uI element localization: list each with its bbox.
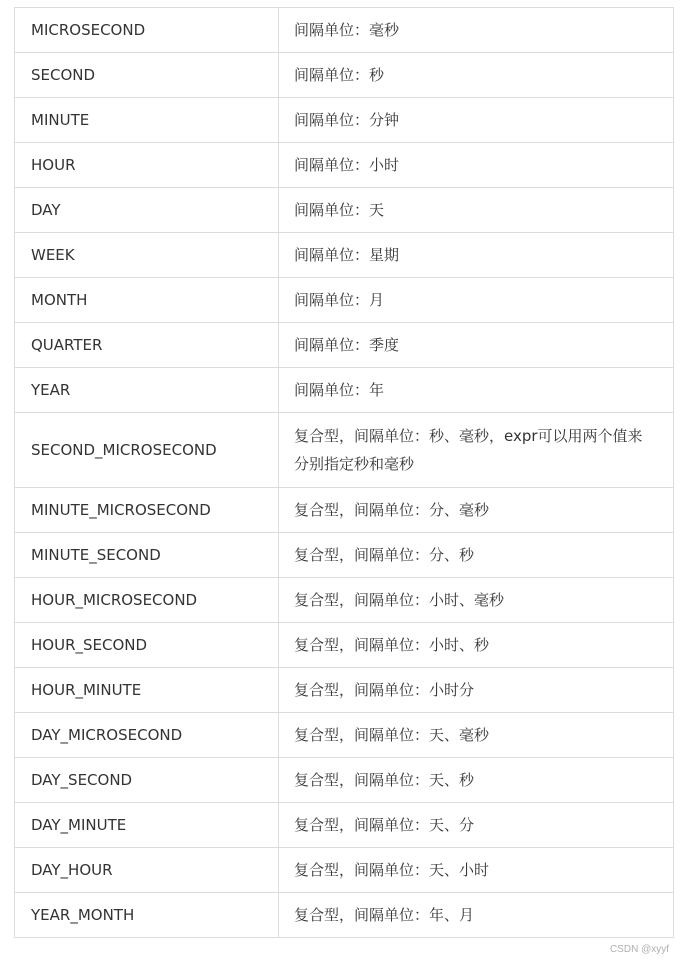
table-row (15, 668, 674, 713)
table-row (15, 848, 674, 893)
table-row (15, 533, 674, 578)
table-row (15, 53, 674, 98)
table-row (15, 803, 674, 848)
unit-cell: HOUR_SECOND (15, 623, 279, 668)
unit-cell: DAY_HOUR (15, 848, 279, 893)
table-row (15, 98, 674, 143)
table-row (15, 893, 674, 938)
table-row (15, 188, 674, 233)
unit-cell: MINUTE (15, 98, 279, 143)
table-row (15, 8, 674, 53)
description-cell: 复合型，间隔单位：小时、毫秒 (279, 578, 674, 623)
table-row (15, 758, 674, 803)
description-cell: 复合型，间隔单位：小时、秒 (279, 623, 674, 668)
description-cell: 间隔单位：毫秒 (279, 8, 674, 53)
unit-cell: DAY (15, 188, 279, 233)
unit-cell: DAY_SECOND (15, 758, 279, 803)
description-cell: 间隔单位：年 (279, 368, 674, 413)
table-row (15, 713, 674, 758)
description-cell: 复合型，间隔单位：小时分 (279, 668, 674, 713)
table-row (15, 233, 674, 278)
unit-cell: HOUR_MICROSECOND (15, 578, 279, 623)
description-cell: 间隔单位：分钟 (279, 98, 674, 143)
table-row (15, 578, 674, 623)
unit-cell: HOUR_MINUTE (15, 668, 279, 713)
unit-cell: SECOND (15, 53, 279, 98)
table-row (15, 368, 674, 413)
unit-cell: WEEK (15, 233, 279, 278)
table-row (15, 413, 674, 488)
description-cell: 间隔单位：天 (279, 188, 674, 233)
description-cell: 间隔单位：季度 (279, 323, 674, 368)
table-body (15, 8, 674, 938)
unit-cell: MINUTE_SECOND (15, 533, 279, 578)
description-cell: 复合型，间隔单位：天、小时 (279, 848, 674, 893)
unit-cell: YEAR (15, 368, 279, 413)
description-cell: 复合型，间隔单位：分、秒 (279, 533, 674, 578)
description-cell: 间隔单位：月 (279, 278, 674, 323)
unit-cell: MONTH (15, 278, 279, 323)
table-row (15, 488, 674, 533)
table-row (15, 323, 674, 368)
description-cell: 复合型，间隔单位：天、毫秒 (279, 713, 674, 758)
unit-cell: MICROSECOND (15, 8, 279, 53)
watermark: CSDN @xyyf (609, 944, 669, 955)
unit-cell: DAY_MINUTE (15, 803, 279, 848)
unit-cell: YEAR_MONTH (15, 893, 279, 938)
table-row (15, 278, 674, 323)
unit-cell: MINUTE_MICROSECOND (15, 488, 279, 533)
description-cell: 复合型，间隔单位：天、秒 (279, 758, 674, 803)
description-cell: 复合型，间隔单位：年、月 (279, 893, 674, 938)
description-cell: 复合型，间隔单位：秒、毫秒，expr可以用两个值来分别指定秒和毫秒 (279, 413, 674, 488)
description-cell: 间隔单位：小时 (279, 143, 674, 188)
unit-cell: QUARTER (15, 323, 279, 368)
description-cell: 复合型，间隔单位：天、分 (279, 803, 674, 848)
description-cell: 间隔单位：秒 (279, 53, 674, 98)
unit-cell: DAY_MICROSECOND (15, 713, 279, 758)
description-cell: 间隔单位：星期 (279, 233, 674, 278)
interval-units-table (14, 7, 674, 938)
unit-cell: SECOND_MICROSECOND (15, 413, 279, 488)
unit-cell: HOUR (15, 143, 279, 188)
table-row (15, 143, 674, 188)
description-cell: 复合型，间隔单位：分、毫秒 (279, 488, 674, 533)
table-row (15, 623, 674, 668)
